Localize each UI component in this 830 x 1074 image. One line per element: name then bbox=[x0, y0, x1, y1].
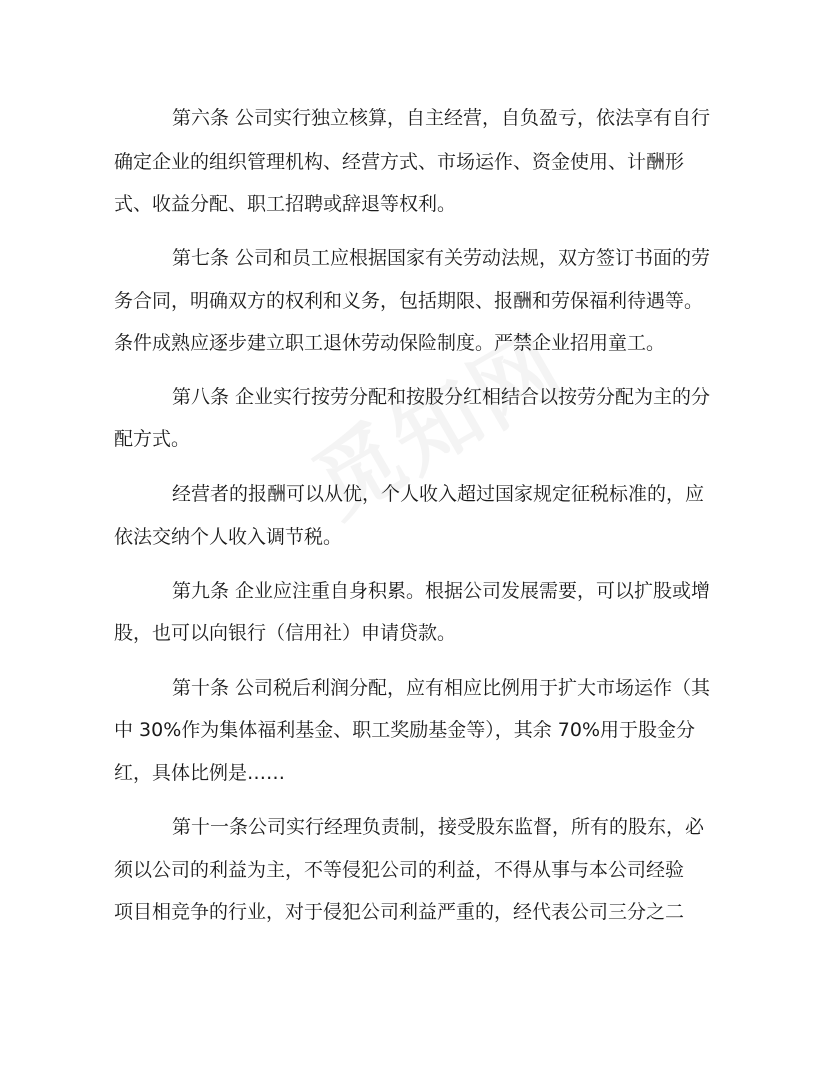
paragraph-5-line-2: 股，也可以向银行（信用社）申请贷款。 bbox=[114, 622, 457, 644]
paragraph-6-line-2: 中 30%作为集体福利基金、职工奖励基金等），其余 70%用于股金分 bbox=[114, 719, 696, 741]
paragraph-7-line-3: 项目相竞争的行业，对于侵犯公司利益严重的，经代表公司三分之二 bbox=[114, 901, 685, 923]
paragraph-2-line-3: 条件成熟应逐步建立职工退休劳动保险制度。严禁企业招用童工。 bbox=[114, 332, 666, 354]
paragraph-1-line-1: 第六条 公司实行独立核算，自主经营，自负盈亏，依法享有自行 bbox=[172, 107, 711, 129]
paragraph-5-line-1: 第九条 企业应注重自身积累。根据公司发展需要，可以扩股或增 bbox=[172, 580, 711, 602]
paragraph-4-line-2: 依法交纳个人收入调节税。 bbox=[114, 526, 343, 548]
paragraph-7-line-1: 第十一条公司实行经理负责制，接受股东监督，所有的股东，必 bbox=[172, 816, 705, 838]
paragraph-2-line-1: 第七条 公司和员工应根据国家有关劳动法规，双方签订书面的劳 bbox=[172, 247, 711, 269]
paragraph-3-line-1: 第八条 企业实行按劳分配和按股分红相结合以按劳分配为主的分 bbox=[172, 386, 711, 408]
paragraph-1-line-3: 式、收益分配、职工招聘或辞退等权利。 bbox=[114, 193, 457, 215]
paragraph-6-line-3: 红，具体比例是…… bbox=[114, 762, 286, 784]
paragraph-6-line-1: 第十条 公司税后利润分配，应有相应比例用于扩大市场运作（其 bbox=[172, 677, 711, 699]
paragraph-3-line-2: 配方式。 bbox=[114, 428, 191, 450]
paragraph-2-line-2: 务合同，明确双方的权利和义务，包括期限、报酬和劳保福利待遇等。 bbox=[114, 290, 704, 312]
paragraph-4-line-1: 经营者的报酬可以从优，个人收入超过国家规定征税标准的，应 bbox=[172, 483, 705, 505]
paragraph-1-line-2: 确定企业的组织管理机构、经营方式、市场运作、资金使用、计酬形 bbox=[114, 151, 685, 173]
paragraph-7-line-2: 须以公司的利益为主，不等侵犯公司的利益，不得从事与本公司经验 bbox=[114, 859, 685, 881]
